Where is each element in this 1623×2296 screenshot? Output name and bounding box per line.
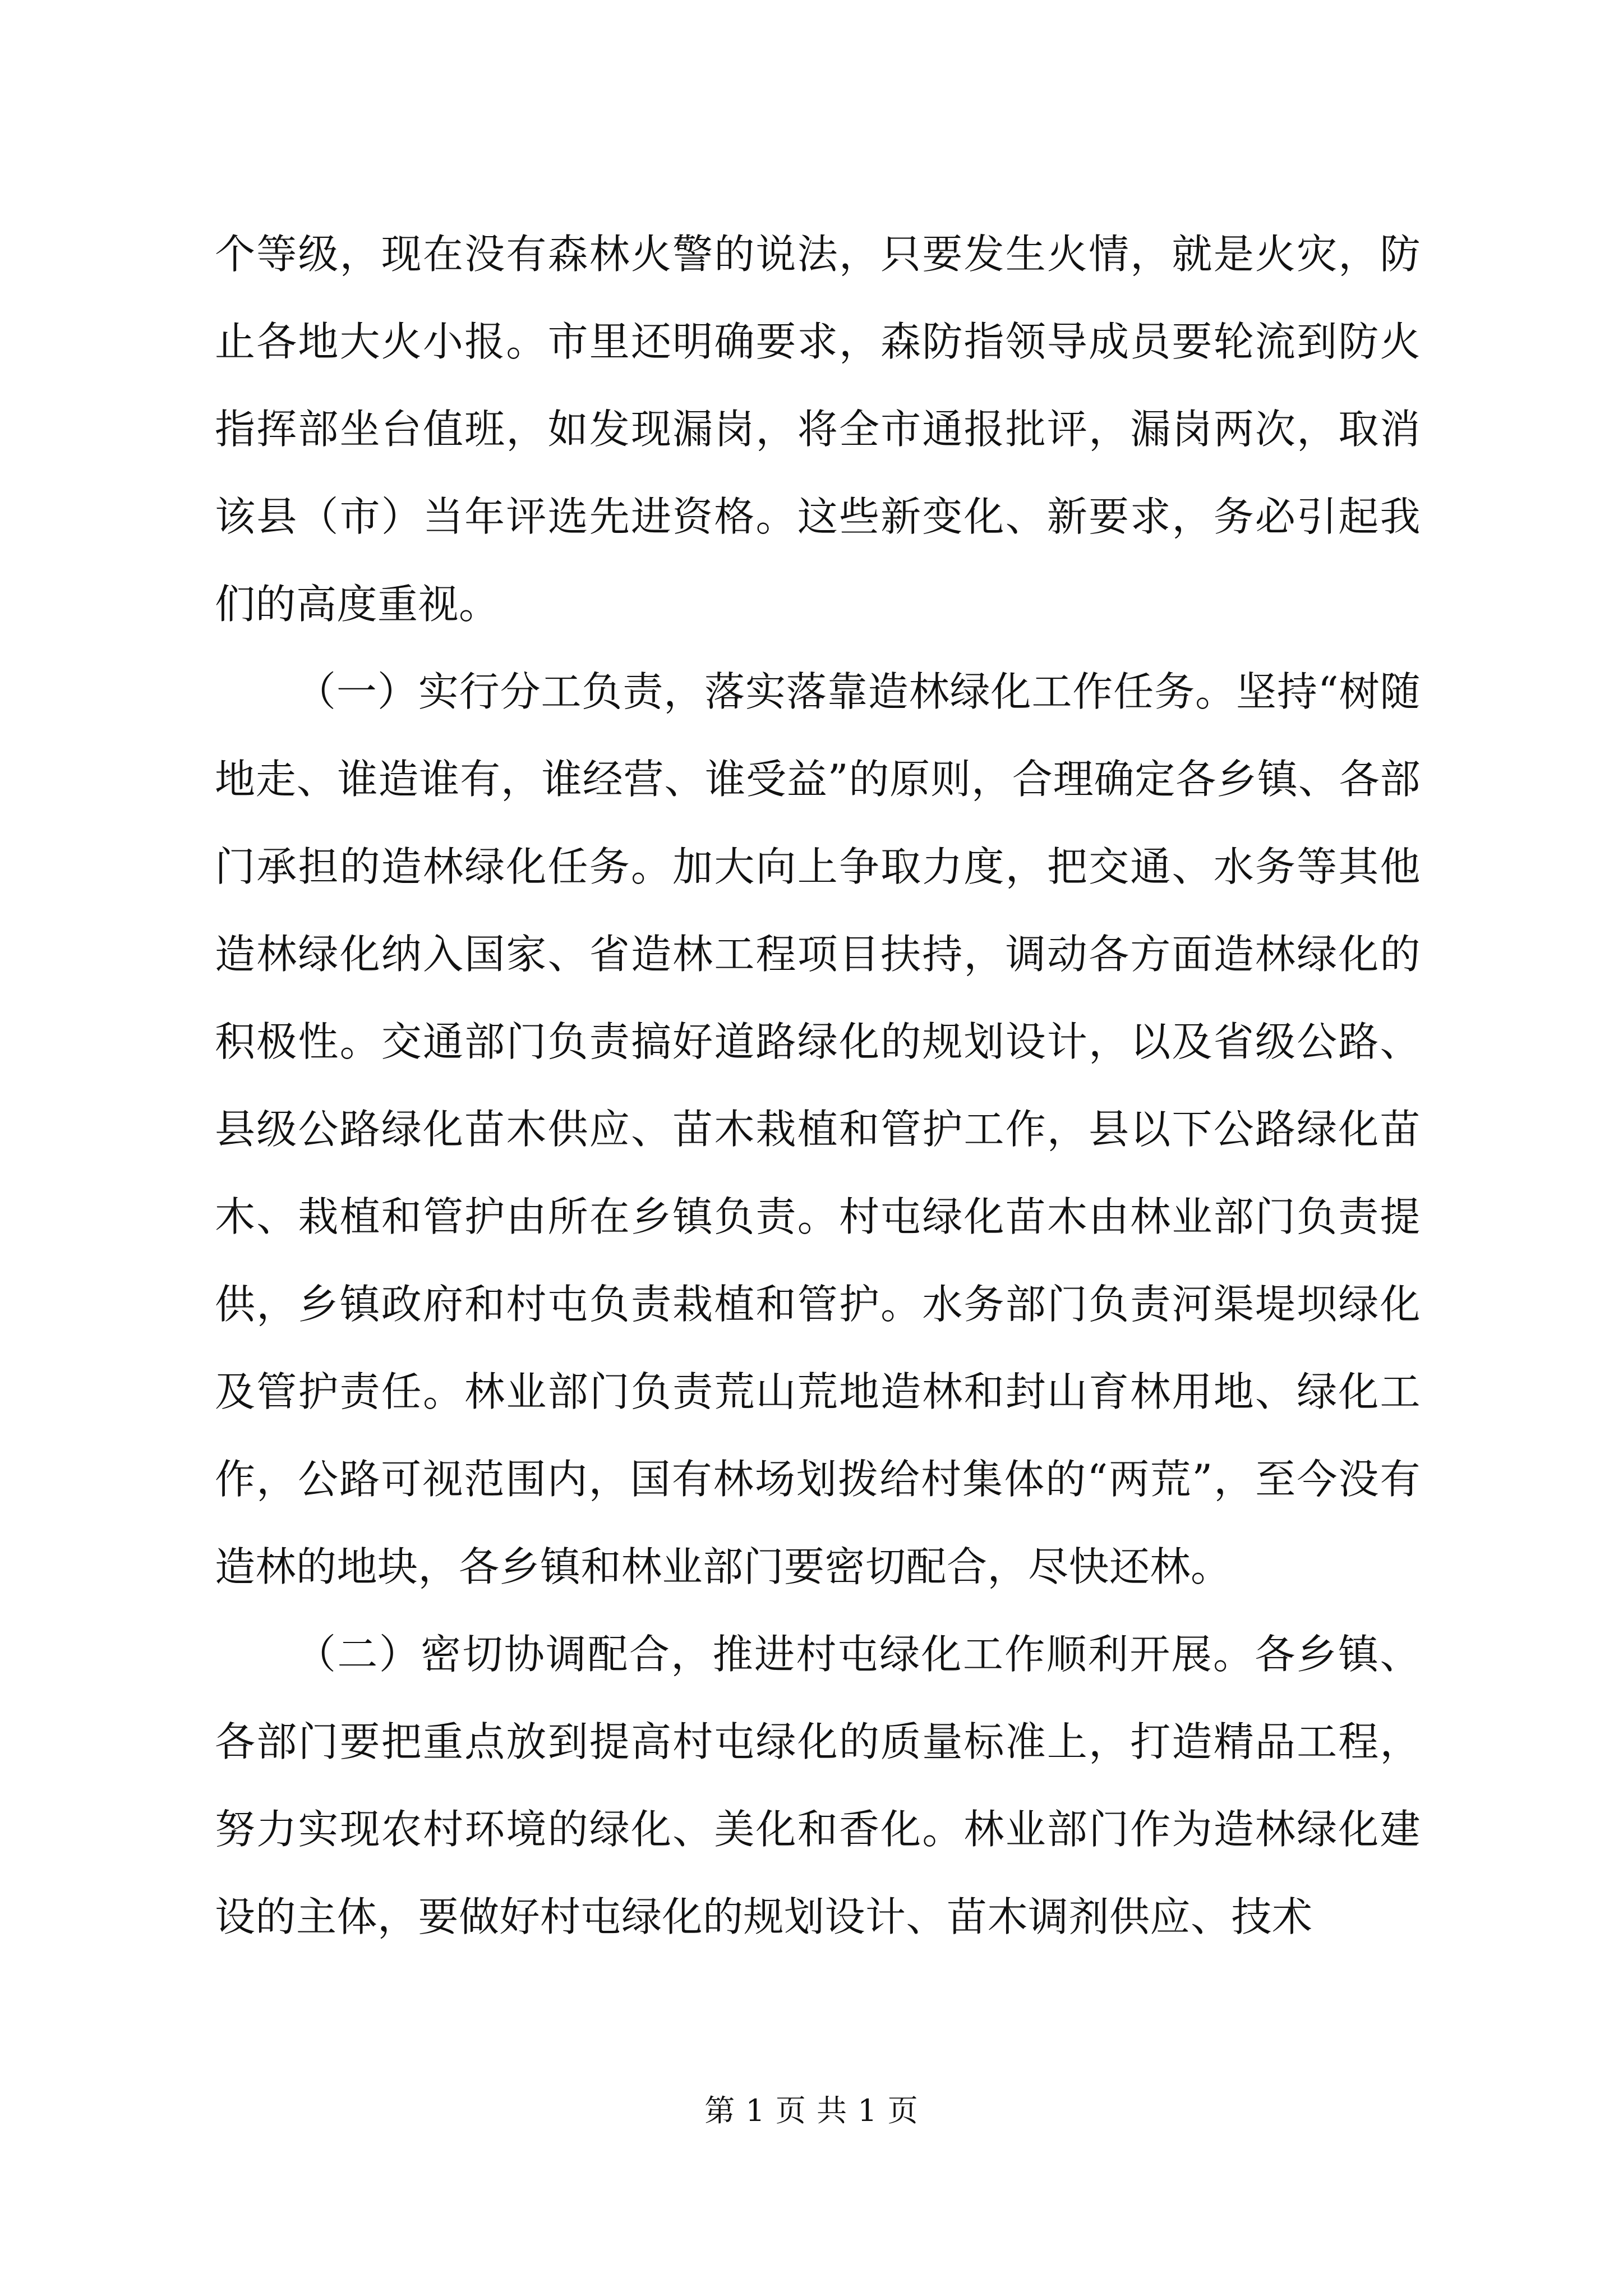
paragraph-2: （一）实行分工负责，落实落靠造林绿化工作任务。坚持“树随地走、谁造谁有，谁经营、谁受益”的原则，合理确定各乡镇、各部门承担的造林绿化任务。加大向上争取力度，把交通、水务等其他造林绿化纳入国家、省造林工程项目扶持，调动各方面造林绿化的积极性。交通部门负责搞好道路绿化的规划设计，以及省级公路、县级公路绿化苗木供应、苗木栽植和管护工作，县以下公路绿化苗木、栽植和管护由所在乡镇负责。村屯绿化苗木由林业部门负责提供，乡镇政府和村屯负责栽植和管护。水务部门负责河渠堤坝绿化及管护责任。林业部门负责荒山荒地造林和封山育林用地、绿化工作，公路可视范围内，国有林场划拨给村集体的“两荒”，至今没有造林的地块，各乡镇和林业部门要密切配合，尽快还林。 [215,668,1421,1590]
document-body [215,210,1421,1961]
page-footer: 第 1 页 共 1 页 [704,2093,919,2128]
paragraph-1: 个等级，现在没有森林火警的说法，只要发生火情，就是火灾，防止各地大火小报。市里还明确要求，森防指领导成员要轮流到防火指挥部坐台值班，如发现漏岗，将全市通报批评，漏岗两次，取消该县（市）当年评选先进资格。这些新变化、新要求，务必引起我们的高度重视。 [215,231,1421,628]
paragraph-3: （二）密切协调配合，推进村屯绿化工作顺利开展。各乡镇、各部门要把重点放到提高村屯绿化的质量标准上，打造精品工程，努力实现农村环境的绿化、美化和香化。林业部门作为造林绿化建设的主体，要做好村屯绿化的规划设计、苗木调剂供应、技术 [215,1631,1421,1940]
